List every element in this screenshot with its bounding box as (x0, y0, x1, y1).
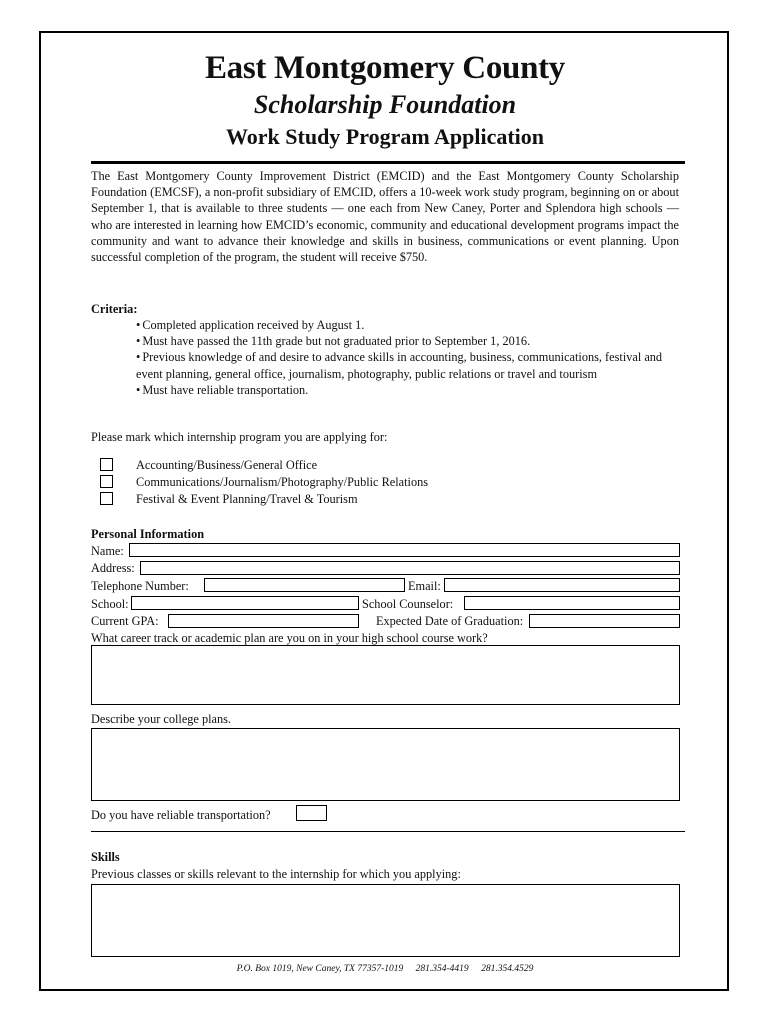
footer-phone-1: 281.354-4419 (415, 964, 469, 974)
transport-field[interactable] (296, 805, 327, 821)
criteria-item: • Previous knowledge of and desire to advance skills in accounting, business, communications, festival and event planning, general office, journalism, photography, public relations or travel and tourism (136, 350, 663, 381)
gpa-field[interactable] (168, 614, 359, 628)
phone-field[interactable] (204, 578, 405, 592)
criteria-item: • Completed application received by August 1. (136, 318, 365, 332)
counselor-field[interactable] (464, 596, 680, 610)
criteria-item: • Must have reliable transportation. (136, 382, 309, 397)
internship-prompt: Please mark which internship program you are applying for: (91, 430, 388, 444)
email-field[interactable] (444, 578, 680, 592)
section-divider (91, 831, 685, 832)
checkbox-festival[interactable] (100, 492, 113, 505)
footer-phone-2: 281.354.4529 (481, 964, 534, 974)
form-title: Work Study Program Application (225, 124, 545, 149)
footer-contact (0, 964, 770, 974)
transport-question: Do you have reliable transportation? (91, 808, 271, 822)
criteria-item: • Must have passed the 11th grade but not graduated prior to September 1, 2016. (136, 334, 531, 349)
address-label: Address: (91, 561, 135, 575)
name-label: Name: (91, 544, 124, 558)
career-question: What career track or academic plan are you on in your high school course work? (91, 631, 488, 645)
criteria-list (136, 317, 682, 398)
school-label: School: (91, 597, 129, 611)
address-field[interactable] (140, 561, 680, 575)
skills-heading: Skills (91, 850, 120, 864)
option-festival-label: Festival & Event Planning/Travel & Tourism (136, 492, 358, 506)
college-answer-box[interactable] (91, 728, 680, 801)
counselor-label: School Counselor: (362, 597, 454, 611)
school-field[interactable] (131, 596, 359, 610)
page-title: East Montgomery County (204, 50, 566, 86)
intro-paragraph: The East Montgomery County Improvement District (EMCID) and the East Montgomery County Scholarship Foundation (EMCSF), a non-profit subsidiary of EMCID, offers a 10-week work study program, beginning on or about September 1, that is available to three students — one each from New Caney, Porter and Splendora high schools — who are interested in learning how EMCID’s economic, community and educational development programs impact the community and want to advance their knowledge and skills in business, communications or event planning. Upon successful completion of the program, the student will receive $750. (91, 169, 679, 265)
option-communications-label: Communications/Journalism/Photography/Public Relations (136, 475, 429, 489)
checkbox-accounting[interactable] (100, 458, 113, 471)
page-subtitle: Scholarship Foundation (253, 90, 517, 119)
college-question: Describe your college plans. (91, 712, 231, 726)
option-accounting-label: Accounting/Business/General Office (136, 458, 318, 472)
criteria-heading: Criteria: (91, 302, 138, 316)
skills-question: Previous classes or skills relevant to the internship for which you applying: (91, 867, 461, 881)
graduation-label: Expected Date of Graduation: (376, 614, 524, 628)
checkbox-communications[interactable] (100, 475, 113, 488)
skills-answer-box[interactable] (91, 884, 680, 957)
graduation-field[interactable] (529, 614, 680, 628)
phone-label: Telephone Number: (91, 579, 189, 593)
personal-info-heading: Personal Information (91, 527, 205, 541)
gpa-label: Current GPA: (91, 614, 159, 628)
email-label: Email: (408, 579, 441, 593)
name-field[interactable] (129, 543, 680, 557)
footer-address: P.O. Box 1019, New Caney, TX 77357-1019 (236, 964, 404, 974)
title-divider (91, 161, 685, 164)
career-answer-box[interactable] (91, 645, 680, 705)
